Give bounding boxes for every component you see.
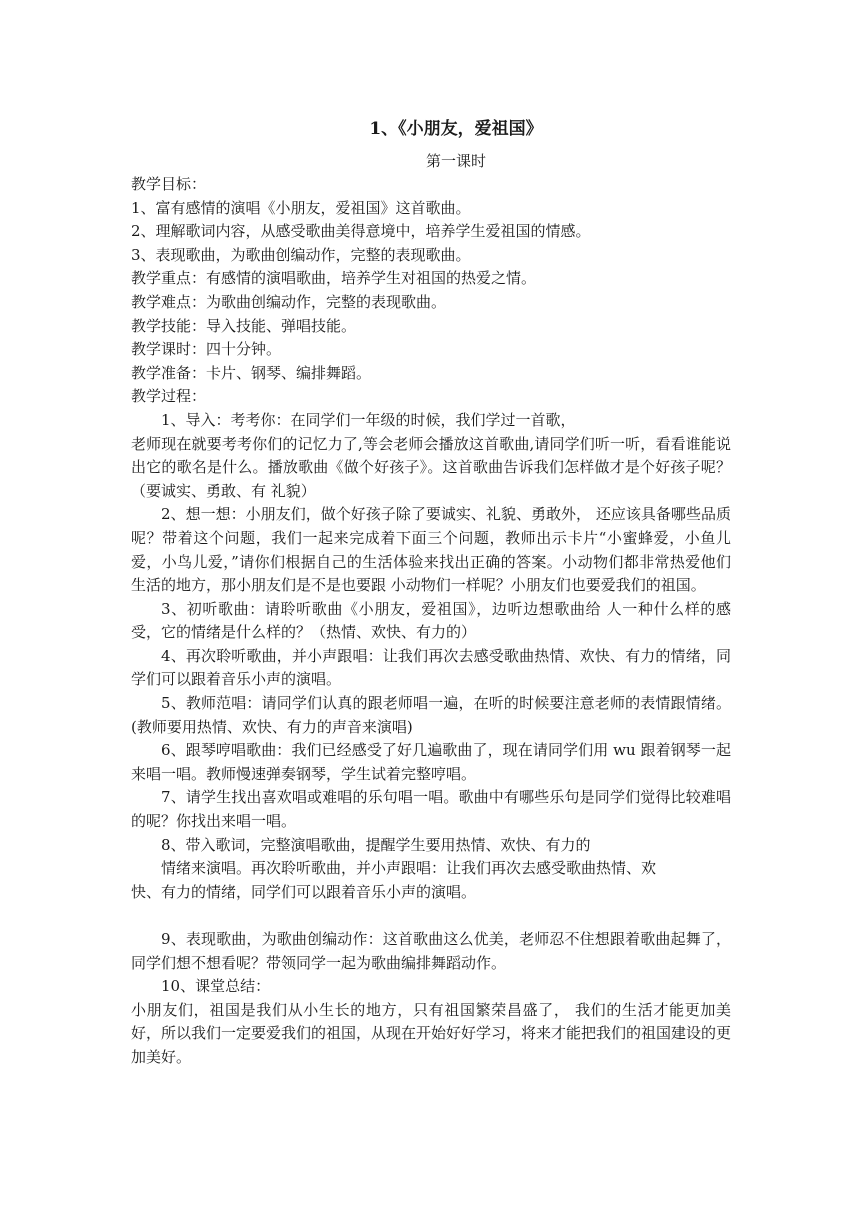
process-heading: 教学过程： <box>131 387 207 406</box>
goal-item-2: 2、理解歌词内容，从感受歌曲美得意境中，培养学生爱祖国的情感。 <box>131 222 591 241</box>
document-page <box>131 115 731 1070</box>
step-7-paragraph: 7、请学生找出喜欢唱或难唱的乐句唱一唱。歌曲中有哪些乐句是同学们觉得比较难唱的呢？你找出来唱一唱。 <box>131 788 731 831</box>
lesson-subtitle: 第一课时 <box>425 152 486 170</box>
goal-item-1: 1、富有感情的演唱《小朋友，爱祖国》这首歌曲。 <box>131 198 471 217</box>
step-3-paragraph: 3、初听歌曲：请聆听歌曲《小朋友，爱祖国》，边听边想歌曲给 人一种什么样的感受，它的情绪是什么样的？（热情、欢快、有力的） <box>131 599 731 642</box>
step-2-paragraph: 2、想一想：小朋友们，做个好孩子除了要诚实、礼貌、勇敢外， 还应该具备哪些品质呢？带着这个问题，我们一起来完成着下面三个问题，教师出示卡片“小蜜蜂爱，小鱼儿爱，小鸟儿爱，”请你们根据自己的生活体验来找出正确的答案。小动物们都非常热爱他们生活的地方，那小朋友们是不是也要跟 小动物们一样呢？小朋友们也要爱我们的祖国。 <box>131 505 731 595</box>
step-6-paragraph: 6、跟琴哼唱歌曲：我们已经感受了好几遍歌曲了，现在请同学们用 wu 跟着钢琴一起来唱一唱。教师慢速弹奏钢琴，学生试着完整哼唱。 <box>131 741 731 783</box>
step-5-paragraph: 5、教师范唱：请同学们认真的跟老师唱一遍，在听的时候要注意老师的表情跟情绪。(教师要用热情、欢快、有力的声音来演唱) <box>131 694 731 736</box>
duration: 教学课时：四十分钟。 <box>131 340 282 359</box>
step-1-first-line: 1、导入：考考你：在同学们一年级的时候，我们学过一首歌， <box>161 410 576 429</box>
step-9-paragraph: 9、表现歌曲，为歌曲创编动作：这首歌曲这么优美，老师忍不住想跟着歌曲起舞了，同学们想不想看呢？带领同学一起为歌曲编排舞蹈动作。 <box>131 930 731 972</box>
step-10-heading: 10、课堂总结： <box>161 977 271 996</box>
difficulty: 教学难点：为歌曲创编动作，完整的表现歌曲。 <box>131 292 447 311</box>
skills: 教学技能：导入技能、弹唱技能。 <box>131 316 357 335</box>
goal-item-3: 3、表现歌曲，为歌曲创编动作，完整的表现歌曲。 <box>131 245 471 264</box>
step-8-line-2: 情绪来演唱。再次聆听歌曲，并小声跟唱：让我们再次去感受歌曲热情、欢 <box>161 859 657 878</box>
document-title: 1、《小朋友，爱祖国》 <box>369 119 543 139</box>
summary-paragraph: 小朋友们，祖国是我们从小生长的地方，只有祖国繁荣昌盛了， 我们的生活才能更加美好，所以我们一定要爱我们的祖国，从现在开始好好学习，将来才能把我们的祖国建设的更加美好。 <box>131 1000 732 1066</box>
preparation: 教学准备：卡片、钢琴、编排舞蹈。 <box>131 363 372 382</box>
step-1-paragraph: 老师现在就要考考你们的记忆力了,等会老师会播放这首歌曲,请同学们听一听，看看谁能说出它的歌名是什么。播放歌曲《做个好孩子》。这首歌曲告诉我们怎样做才是个好孩子呢？（要诚实、勇敢、有 礼貌） <box>131 434 731 500</box>
step-4-paragraph: 4、再次聆听歌曲，并小声跟唱：让我们再次去感受歌曲热情、欢快、有力的情绪，同学们可以跟着音乐小声的演唱。 <box>131 646 731 689</box>
blank-line <box>131 904 731 928</box>
key-point: 教学重点：有感情的演唱歌曲，培养学生对祖国的热爱之情。 <box>131 269 537 288</box>
goals-heading: 教学目标： <box>131 175 207 193</box>
step-8-line-3: 快、有力的情绪，同学们可以跟着音乐小声的演唱。 <box>131 882 477 901</box>
step-8-line-1: 8、带入歌词，完整演唱歌曲，提醒学生要用热情、欢快、有力的 <box>161 835 591 854</box>
